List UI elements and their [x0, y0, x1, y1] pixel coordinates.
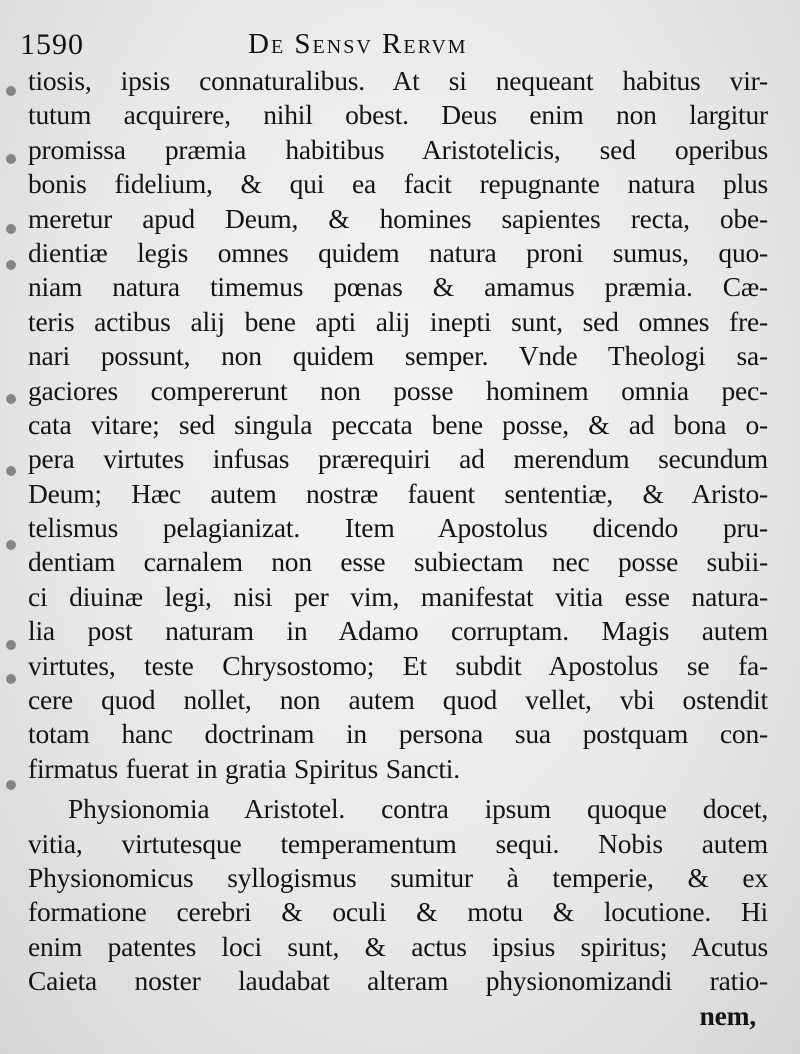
text-line: totam hanc doctrinam in persona sua postquam con- — [28, 718, 768, 750]
paragraph-2 — [28, 792, 768, 998]
text-line: vitia, virtutesque temperamentum sequi. Nobis autem — [28, 827, 768, 859]
text-line: cata vitare; sed singula peccata bene posse, & ad bona o- — [28, 408, 768, 440]
text-line: lia post naturam in Adamo corruptam. Magis autem — [28, 615, 768, 647]
margin-ink-mark — [6, 394, 16, 404]
text-line: enim patentes loci sunt, & actus ipsius spiritus; Acutus — [28, 930, 768, 962]
text-line: ci diuinæ legi, nisi per vim, manifestat vitia esse natura- — [28, 580, 768, 612]
text-line: cere quod nollet, non autem quod vellet, vbi ostendit — [28, 684, 768, 716]
paragraph-1 — [28, 64, 768, 786]
text-line: promissa præmia habitibus Aristotelicis, sed operibus — [28, 133, 768, 165]
margin-ink-mark — [6, 780, 16, 790]
body-text — [28, 64, 768, 1033]
page-number: 1590 — [20, 28, 84, 61]
text-line: virtutes, teste Chrysostomo; Et subdit Apostolus se fa- — [28, 649, 768, 681]
text-line: Physionomicus syllogismus sumitur à temperie, & ex — [28, 861, 768, 893]
text-line: gaciores compererunt non posse hominem omnia pec- — [28, 374, 768, 406]
text-line: formatione cerebri & oculi & motu & locutione. Hi — [28, 896, 768, 928]
catchword: nem, — [699, 999, 756, 1031]
text-line: firmatus fuerat in gratia Spiritus Sancti. — [28, 752, 460, 784]
text-line: Caieta noster laudabat alteram physionomizandi ratio- — [28, 965, 768, 997]
text-line: dientiæ legis omnes quidem natura proni sumus, quo- — [28, 236, 768, 268]
text-line: telismus pelagianizat. Item Apostolus dicendo pru- — [28, 512, 768, 544]
margin-ink-mark — [6, 86, 16, 96]
text-line: Deum; Hæc autem nostræ fauent sententiæ, & Aristo- — [28, 477, 768, 509]
running-title: De Sensv Rervm — [248, 28, 468, 60]
page-header — [0, 28, 800, 68]
margin-ink-mark — [6, 260, 16, 270]
text-line: tutum acquirere, nihil obest. Deus enim non largitur — [28, 99, 768, 131]
margin-ink-mark — [6, 154, 16, 164]
text-line: Physionomia Aristotel. contra ipsum quoque docet, — [68, 793, 768, 825]
text-line: meretur apud Deum, & homines sapientes recta, obe- — [28, 202, 768, 234]
margin-ink-mark — [6, 466, 16, 476]
text-line: bonis fidelium, & qui ea facit repugnante natura plus — [28, 168, 768, 200]
margin-ink-mark — [6, 224, 16, 234]
text-line: niam natura timemus pœnas & amamus præmia. Cæ- — [28, 271, 768, 303]
text-line: dentiam carnalem non esse subiectam nec posse subii- — [28, 546, 768, 578]
margin-ink-mark — [6, 540, 16, 550]
text-line: nari possunt, non quidem semper. Vnde Theologi sa- — [28, 340, 768, 372]
text-line: teris actibus alij bene apti alij inepti sunt, sed omnes fre- — [28, 305, 768, 337]
text-line: tiosis, ipsis connaturalibus. At si nequeant habitus vir- — [28, 65, 768, 96]
margin-ink-mark — [6, 674, 16, 684]
margin-ink-mark — [6, 640, 16, 650]
text-line: pera virtutes infusas prærequiri ad merendum secundum — [28, 443, 768, 475]
